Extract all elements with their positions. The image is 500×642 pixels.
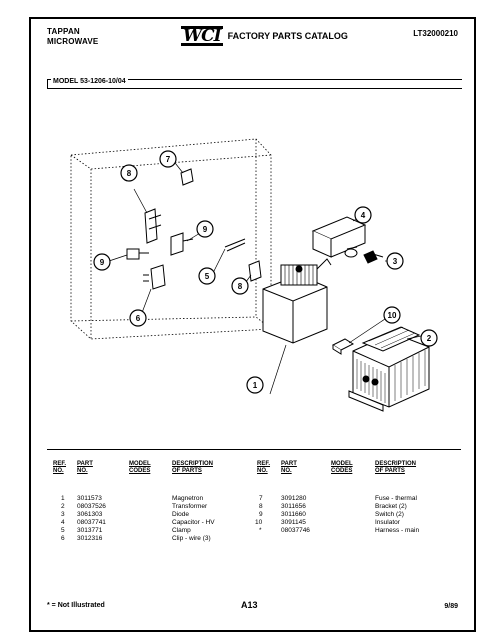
- insulator-part: [333, 339, 353, 354]
- header-model-right: MODEL CODES: [331, 461, 353, 474]
- brand-block: [47, 27, 98, 47]
- header-model-left: MODEL CODES: [129, 461, 151, 474]
- not-illustrated-note: * = Not Illustrated: [47, 602, 105, 609]
- svg-text:8: 8: [237, 282, 243, 291]
- svg-text:1: 1: [252, 381, 258, 390]
- header-desc-right: DESCRIPTION OF PARTS: [375, 461, 417, 474]
- header-ref-right: REF. NO.: [257, 461, 271, 474]
- table-top-rule: [47, 449, 461, 450]
- callout-9b: [94, 254, 110, 270]
- callout-8b: [232, 278, 248, 294]
- svg-text:2: 2: [426, 334, 432, 343]
- catalog-number: LT32000210: [413, 29, 458, 38]
- svg-text:9: 9: [99, 258, 105, 267]
- callout-9a: [197, 221, 213, 237]
- catalog-header: [181, 26, 348, 46]
- page-number: A13: [241, 600, 258, 610]
- wci-logo: WCI: [183, 26, 221, 46]
- header-ref-left: REF. NO.: [53, 461, 67, 474]
- model-label: MODEL 53-1206-10/04: [53, 78, 126, 85]
- exploded-parts-diagram: [31, 89, 476, 419]
- brand-line2: MICROWAVE: [47, 37, 99, 46]
- switch-assembly: [127, 169, 261, 289]
- callout-8a: [121, 165, 137, 181]
- catalog-page: TAPPAN MICROWAVE WCI FACTORY PARTS CATALOG LT32000210 MODEL 53-1206-10/04 1 2 3 4 5 6 7 8 8 9 9 10 REF. NO. PART NO. MODEL CODES DESCRIPTION OF PARTS REF. NO. PART NO. MODEL CODES DESCRIPTION OF PARTS 1 3011573 Magnetron 2 08037526 Transformer 3 3061303 Diode 4 08037741 Capacitor - HV 5 3013771 Clamp 6 3012316 Clip - wire (3) 7 3091280 Fuse - thermal 8 3011656 Bracket (2) 9 3011660 Switch (2) 10 3091145 Insulator * 08037746 Harness - main * = Not Illustrated A13 9/89: [29, 17, 476, 632]
- revision-date: 9/89: [444, 603, 458, 610]
- transformer-part: [349, 327, 429, 411]
- callout-10: [384, 307, 400, 323]
- svg-text:9: 9: [202, 225, 208, 234]
- svg-text:6: 6: [135, 314, 141, 323]
- brand-line1: TAPPAN: [47, 27, 80, 36]
- svg-text:4: 4: [360, 211, 366, 220]
- magnetron-part: [263, 259, 331, 343]
- callout-5: [199, 268, 215, 284]
- header-part-left: PART NO.: [77, 461, 93, 474]
- callout-1: [247, 377, 263, 393]
- catalog-title: FACTORY PARTS CATALOG: [227, 31, 348, 41]
- callout-6: [130, 310, 146, 326]
- svg-text:3: 3: [392, 257, 398, 266]
- callout-2: [421, 330, 437, 346]
- callout-3: [387, 253, 403, 269]
- svg-text:10: 10: [387, 311, 397, 320]
- callout-7: [160, 151, 176, 167]
- svg-text:8: 8: [126, 169, 132, 178]
- capacitor-part: [313, 217, 365, 257]
- diode-part: [364, 251, 383, 263]
- header-part-right: PART NO.: [281, 461, 297, 474]
- svg-text:7: 7: [165, 155, 171, 164]
- callout-4: [355, 207, 371, 223]
- header-desc-left: DESCRIPTION OF PARTS: [172, 461, 214, 474]
- svg-text:5: 5: [204, 272, 210, 281]
